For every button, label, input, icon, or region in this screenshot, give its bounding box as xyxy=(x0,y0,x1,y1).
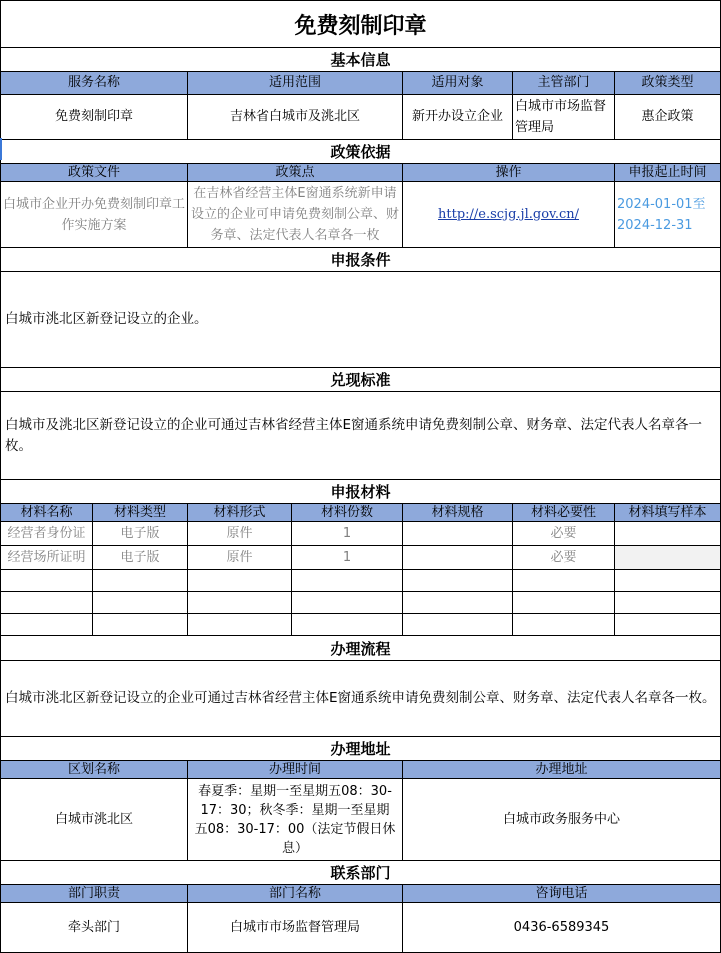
operation-cell xyxy=(403,182,615,248)
material-necessity[interactable]: 必要 xyxy=(513,522,615,546)
header-dept-name: 部门名称 xyxy=(188,885,403,903)
header-department: 主管部门 xyxy=(513,72,615,95)
header-material-count: 材料份数 xyxy=(292,504,403,522)
material-sample[interactable] xyxy=(615,546,721,570)
contact-header-row xyxy=(0,885,721,903)
service-name[interactable]: 免费刻制印章 xyxy=(0,95,188,140)
material-spec[interactable] xyxy=(403,592,513,614)
department[interactable]: 白城市市场监督管理局 xyxy=(513,95,615,140)
contact-phone[interactable]: 0436-6589345 xyxy=(403,903,721,953)
policy-point[interactable]: 在吉林省经营主体E窗通系统新申请设立的企业可申请免费刻制公章、财务章、法定代表人名章各一枚 xyxy=(188,182,403,248)
header-material-type: 材料类型 xyxy=(93,504,188,522)
contact-role[interactable]: 牵头部门 xyxy=(0,903,188,953)
basic-info-header-row xyxy=(0,72,721,95)
location[interactable]: 白城市政务服务中心 xyxy=(403,779,721,861)
contact-value-row xyxy=(0,903,721,953)
header-material-spec: 材料规格 xyxy=(403,504,513,522)
material-form[interactable]: 原件 xyxy=(188,522,292,546)
section-materials: 申报材料 xyxy=(0,480,721,504)
material-name[interactable] xyxy=(0,614,93,636)
material-count[interactable] xyxy=(292,570,403,592)
material-spec[interactable] xyxy=(403,614,513,636)
policy-file[interactable]: 白城市企业开办免费刻制印章工作实施方案 xyxy=(0,182,188,248)
policy-link[interactable]: http://e.scjg.jl.gov.cn/ xyxy=(438,206,579,222)
material-type[interactable] xyxy=(93,570,188,592)
address-header-row xyxy=(0,761,721,779)
material-count[interactable]: 1 xyxy=(292,522,403,546)
header-policy-point: 政策点 xyxy=(188,164,403,182)
materials-header-row xyxy=(0,504,721,522)
header-material-form: 材料形式 xyxy=(188,504,292,522)
material-type[interactable]: 电子版 xyxy=(93,546,188,570)
table-row xyxy=(0,614,721,636)
header-hours: 办理时间 xyxy=(188,761,403,779)
material-form[interactable]: 原件 xyxy=(188,546,292,570)
material-type[interactable] xyxy=(93,614,188,636)
material-form[interactable] xyxy=(188,570,292,592)
contact-dept-name[interactable]: 白城市市场监督管理局 xyxy=(188,903,403,953)
policy-basis-value-row xyxy=(0,182,721,248)
section-conditions: 申报条件 xyxy=(0,248,721,272)
table-row xyxy=(0,592,721,614)
material-sample[interactable] xyxy=(615,570,721,592)
section-basic-info: 基本信息 xyxy=(0,48,721,72)
material-sample[interactable] xyxy=(615,614,721,636)
header-date-range: 申报起止时间 xyxy=(615,164,721,182)
header-policy-type: 政策类型 xyxy=(615,72,721,95)
material-necessity[interactable] xyxy=(513,592,615,614)
date-range[interactable]: 2024-01-01至2024-12-31 xyxy=(615,182,721,248)
header-material-necessity: 材料必要性 xyxy=(513,504,615,522)
conditions-text[interactable]: 白城市洮北区新登记设立的企业。 xyxy=(0,272,721,368)
policy-type[interactable]: 惠企政策 xyxy=(615,95,721,140)
material-name[interactable]: 经营场所证明 xyxy=(0,546,93,570)
table-row xyxy=(0,570,721,592)
hours[interactable]: 春夏季：星期一至星期五08：30-17：30；秋冬季：星期一至星期五08：30-17：00（法定节假日休息） xyxy=(188,779,403,861)
material-spec[interactable] xyxy=(403,522,513,546)
material-necessity[interactable]: 必要 xyxy=(513,546,615,570)
material-sample[interactable] xyxy=(615,522,721,546)
header-material-sample: 材料填写样本 xyxy=(615,504,721,522)
basic-info-value-row xyxy=(0,95,721,140)
header-region: 区划名称 xyxy=(0,761,188,779)
material-necessity[interactable] xyxy=(513,614,615,636)
header-material-name: 材料名称 xyxy=(0,504,93,522)
material-necessity[interactable] xyxy=(513,570,615,592)
section-policy-basis: 政策依据 xyxy=(0,140,721,164)
material-type[interactable]: 电子版 xyxy=(93,522,188,546)
page-title: 免费刻制印章 xyxy=(0,0,721,48)
material-spec[interactable] xyxy=(403,546,513,570)
material-type[interactable] xyxy=(93,592,188,614)
section-standard: 兑现标准 xyxy=(0,368,721,392)
material-spec[interactable] xyxy=(403,570,513,592)
material-name[interactable] xyxy=(0,592,93,614)
region[interactable]: 白城市洮北区 xyxy=(0,779,188,861)
material-count[interactable] xyxy=(292,592,403,614)
policy-basis-header-row xyxy=(0,164,721,182)
table-row xyxy=(0,546,721,570)
section-process: 办理流程 xyxy=(0,636,721,661)
material-form[interactable] xyxy=(188,592,292,614)
material-sample[interactable] xyxy=(615,592,721,614)
material-name[interactable] xyxy=(0,570,93,592)
cell-selection-marker xyxy=(0,138,2,160)
section-contact: 联系部门 xyxy=(0,861,721,885)
material-form[interactable] xyxy=(188,614,292,636)
scope[interactable]: 吉林省白城市及洮北区 xyxy=(188,95,403,140)
address-value-row xyxy=(0,779,721,861)
material-count[interactable] xyxy=(292,614,403,636)
header-role: 部门职责 xyxy=(0,885,188,903)
standard-text[interactable]: 白城市及洮北区新登记设立的企业可通过吉林省经营主体E窗通系统申请免费刻制公章、财务章、法定代表人名章各一枚。 xyxy=(0,392,721,480)
header-service-name: 服务名称 xyxy=(0,72,188,95)
material-count[interactable]: 1 xyxy=(292,546,403,570)
header-location: 办理地址 xyxy=(403,761,721,779)
process-text[interactable]: 白城市洮北区新登记设立的企业可通过吉林省经营主体E窗通系统申请免费刻制公章、财务章、法定代表人名章各一枚。 xyxy=(0,661,721,737)
header-operation: 操作 xyxy=(403,164,615,182)
material-name[interactable]: 经营者身份证 xyxy=(0,522,93,546)
target[interactable]: 新开办设立企业 xyxy=(403,95,513,140)
header-phone: 咨询电话 xyxy=(403,885,721,903)
header-scope: 适用范围 xyxy=(188,72,403,95)
header-target: 适用对象 xyxy=(403,72,513,95)
table-row xyxy=(0,522,721,546)
section-address: 办理地址 xyxy=(0,737,721,761)
header-policy-file: 政策文件 xyxy=(0,164,188,182)
